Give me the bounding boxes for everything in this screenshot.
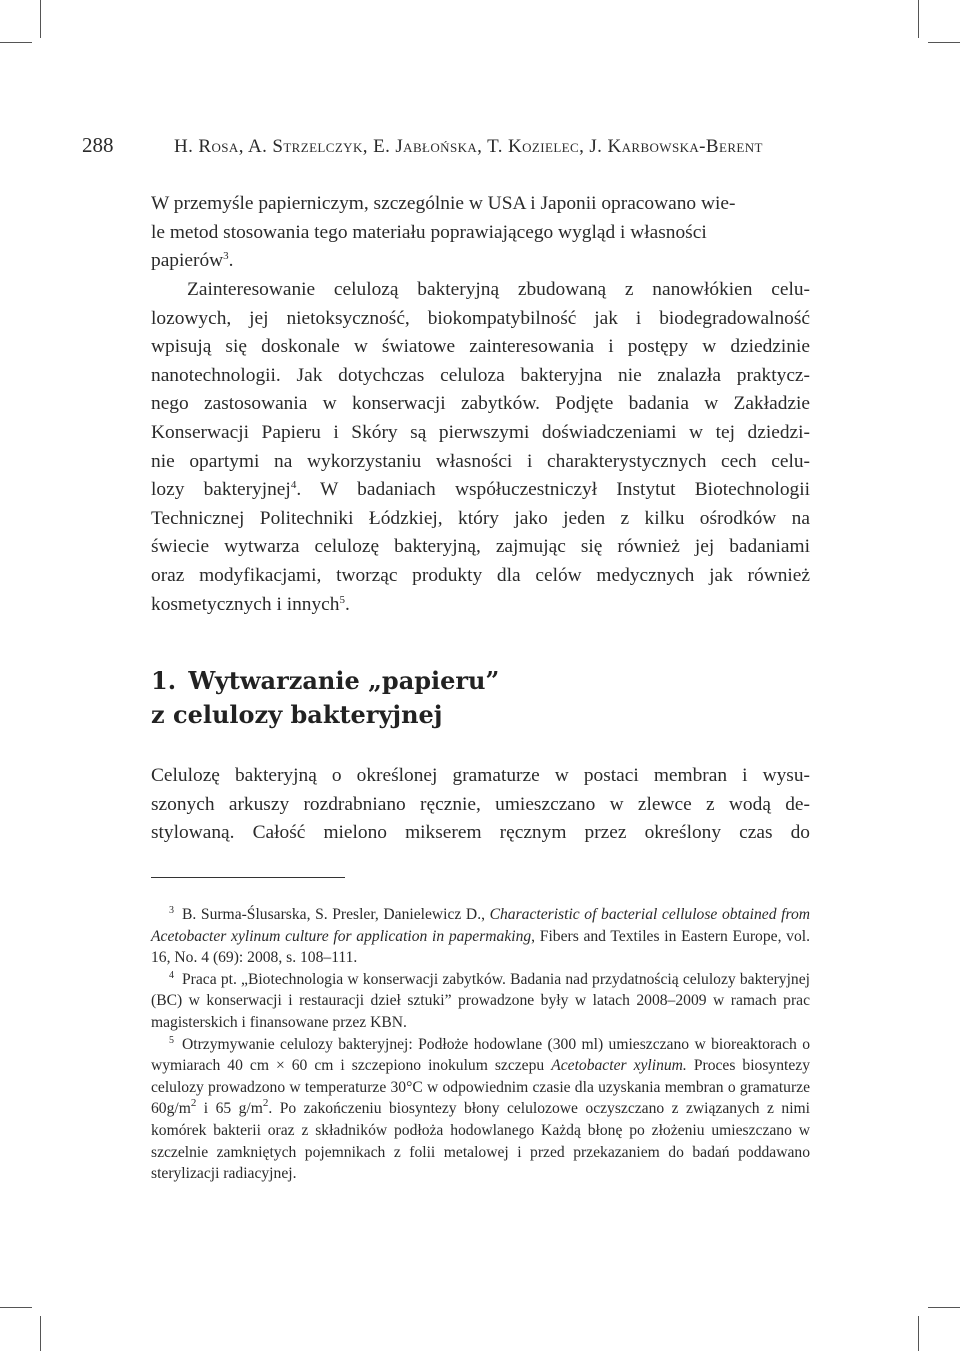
superscript: 2 bbox=[262, 1097, 269, 1110]
text-row bbox=[151, 762, 810, 791]
text-line: świecie wytwarza celulozę bakteryjną, zajmując się również jej badaniami bbox=[151, 536, 810, 558]
footnote-4 bbox=[151, 969, 810, 1034]
text-row bbox=[151, 505, 810, 534]
body-text-intro bbox=[151, 190, 810, 276]
text-row bbox=[151, 362, 810, 391]
text-row bbox=[151, 562, 810, 591]
paragraph-2-lines bbox=[151, 276, 810, 305]
footnote-separator bbox=[151, 877, 345, 878]
text-line: lozy bakteryjnej bbox=[151, 479, 291, 501]
text-row bbox=[151, 533, 810, 562]
text-row bbox=[151, 333, 810, 362]
section-heading-line-1 bbox=[151, 664, 671, 698]
footnote-5-text: Proces biosyntezy celulozy prowadzono w temperaturze 30°C w odpowiednim czasie dla uzyskania membran o gramaturze 60g/m bbox=[151, 1057, 810, 1118]
footnote-number: 3 bbox=[169, 905, 174, 916]
crop-mark-bottom-left bbox=[40, 1316, 41, 1351]
footnote-ref[interactable]: 5 bbox=[339, 593, 345, 606]
text-line: lozowych, jej nietoksyczność, biokompatybilność jak i biodegradowalność bbox=[151, 307, 810, 329]
footnote-5 bbox=[151, 1034, 810, 1185]
body-text-paragraph-2 bbox=[151, 276, 810, 619]
footnote-3-authors: B. Surma-Ślusarska, S. Presler, Danielewicz D., bbox=[182, 906, 490, 923]
footnote-5-text: i 65 g/m bbox=[196, 1100, 263, 1118]
paragraph-2 bbox=[151, 247, 810, 276]
footnote-5-text: . Po zakończeniu biosyntezy błony celulozowe oczyszczano z związanych z nimi komórek bakterii oraz z składników podłoża hodowlanego Każdą błonę po złożeniu umieszczano w szczelnie zamkniętych pojemnikach z folii metalowej i przed przekazaniem do badań poddawano sterylizacji radiacyjnej. bbox=[151, 1100, 810, 1183]
crop-mark-top-left bbox=[40, 0, 41, 38]
crop-mark-bottom-right bbox=[918, 1316, 919, 1351]
footnote-5-text: Otrzymywanie celulozy bakteryjnej: Podłoże hodowlane (300 ml) umieszczano w bioreaktorach o wymiarach 40 cm × 60 cm i szczepiono inokulum szczepu bbox=[151, 1035, 810, 1075]
text-line: papierów bbox=[151, 250, 224, 272]
text-line: Technicznej Politechniki Łódzkiej, który jako jeden z kilku ośrodków na bbox=[151, 507, 810, 529]
text-line: le metod stosowania tego materiału poprawiającego wygląd i własności bbox=[151, 221, 707, 243]
footnote-3 bbox=[151, 904, 810, 969]
section-title-line-2: z celulozy bakteryjnej bbox=[151, 700, 443, 729]
section-title-line-1: Wytwarzanie „papieru” bbox=[188, 666, 500, 695]
footnote-3-title: Characteristic of bacterial cellulose obtained from Acetobacter xylinum culture for application in papermaking bbox=[151, 906, 810, 945]
section-number: 1. bbox=[151, 666, 177, 695]
page-number: 288 bbox=[82, 133, 114, 157]
text-line: Celulozę bakteryjną o określonej gramaturze w postaci membran i wysu- bbox=[151, 765, 810, 786]
footnote-ref[interactable]: 3 bbox=[223, 250, 229, 263]
text-line: . W badaniach współuczestniczył Instytut Biotechnologii bbox=[296, 479, 810, 501]
crop-mark-top-left-h bbox=[0, 42, 32, 43]
text-row bbox=[151, 390, 810, 419]
running-head-authors: H. Rosa, A. Strzelczyk, E. Jabłońska, T. Kozielec, J. Karbowska-Berent bbox=[174, 136, 763, 157]
text-line: kosmetycznych i innych bbox=[151, 593, 340, 615]
text-punct: . bbox=[344, 593, 350, 615]
text-line: nego zastosowania w konserwacji zabytków. Podjęte badania w Zakładzie bbox=[151, 393, 810, 415]
footnote-ref[interactable]: 4 bbox=[290, 479, 297, 492]
text-punct: . bbox=[228, 250, 234, 272]
crop-mark-bottom-right-h bbox=[928, 1307, 960, 1308]
superscript: 2 bbox=[190, 1097, 197, 1110]
footnotes bbox=[151, 904, 810, 1185]
text-row bbox=[151, 591, 810, 620]
section-heading bbox=[151, 664, 671, 732]
text-row bbox=[151, 305, 810, 334]
footnote-3-source: , Fibers and Textiles in Eastern Europe, vol. 16, No. 4 (69): 2008, s. 108–111. bbox=[151, 927, 811, 967]
body-text-section-1 bbox=[151, 762, 810, 848]
text-row bbox=[151, 476, 810, 505]
footnote-4-text: Praca pt. „Biotechnologia w konserwacji zabytków. Badania nad przydatnością celulozy bakteryjnej (BC) w konserwacji i restauracji dzieł sztuki” prowadzone były w latach 2008–2009 w ramach prac magisterskich i finansowane przez KBN. bbox=[151, 970, 810, 1031]
text-row bbox=[151, 791, 810, 820]
crop-mark-top-right bbox=[918, 0, 919, 38]
text-row bbox=[151, 819, 810, 848]
text-line: oraz modyfikacjami, tworząc produkty dla celów medycznych jak również bbox=[151, 564, 810, 586]
footnote-number: 5 bbox=[169, 1034, 174, 1046]
crop-mark-top-right-h bbox=[928, 42, 960, 43]
text-line: nanotechnologii. Jak dotychczas celuloza bakteryjna nie znalazła praktycz- bbox=[151, 364, 810, 386]
text-line: szonych arkuszy rozdrabniano ręcznie, umieszczano w zlewce z wodą de- bbox=[151, 793, 810, 815]
text-line: nie opartymi na wykorzystaniu własności i charakterystycznych cech celu- bbox=[151, 450, 810, 472]
text-line: wpisują się doskonale w światowe zainteresowania i postępy w dziedzinie bbox=[151, 336, 810, 358]
footnote-number: 4 bbox=[169, 969, 174, 981]
crop-mark-bottom-left-h bbox=[0, 1307, 32, 1308]
text-row bbox=[151, 419, 810, 448]
text-line: Konserwacji Papieru i Skóry są pierwszymi doświadczeniami w tej dziedzi- bbox=[151, 421, 810, 443]
text-line: W przemyśle papierniczym, szczególnie w USA i Japonii opracowano wie- bbox=[151, 193, 736, 214]
running-header bbox=[82, 133, 812, 161]
footnote-5-species: Acetobacter xylinum. bbox=[551, 1057, 687, 1075]
text-row bbox=[151, 448, 810, 477]
text-line: stylowaną. Całość mielono mikserem ręcznym przez określony czas do bbox=[151, 822, 810, 844]
text-line: Zainteresowanie celulozą bakteryjną zbudowaną z nanowłókien celu- bbox=[187, 279, 810, 300]
